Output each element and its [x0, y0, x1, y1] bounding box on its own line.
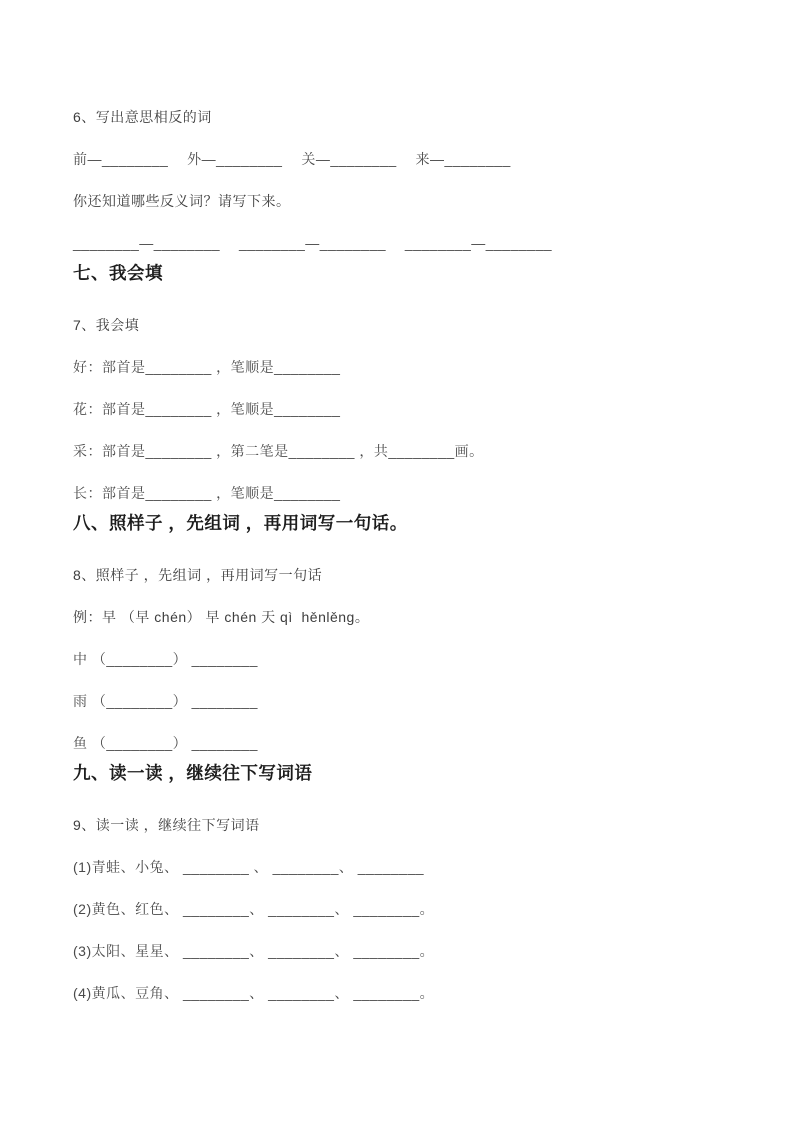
q6-title: 6、写出意思相反的词: [73, 109, 212, 125]
q8-line-zhong: 中 （________） ________: [73, 651, 258, 667]
q7-title: 7、我会填: [73, 317, 140, 333]
q6-extra-blanks: ________—________ ________—________ ________—________: [73, 235, 553, 251]
q9-item-1: (1)青蛙、小兔、 ________ 、 ________、 ________: [73, 859, 425, 875]
q7-line-chang: 长：部首是________ ，笔顺是________: [73, 485, 341, 501]
q9-item-4: (4)黄瓜、豆角、 ________、 ________、 ________。: [73, 985, 435, 1001]
section-8-heading: 八、照样子 ，先组词 ，再用词写一句话。: [73, 513, 408, 533]
q8-title: 8、照样子 ，先组词 ，再用词写一句话: [73, 567, 323, 583]
q6-extra-prompt: 你还知道哪些反义词？请写下来。: [73, 193, 291, 209]
section-7-heading: 七、我会填: [73, 263, 163, 283]
q7-line-hua: 花：部首是________ ，笔顺是________: [73, 401, 341, 417]
q8-example: 例：早 （早 chén） 早 chén 天 qì hěnlěng。: [73, 609, 370, 625]
section-9-heading: 九、读一读 ，继续往下写词语: [73, 763, 313, 783]
q7-line-cai: 采：部首是________ ，第二笔是________ ，共________画。: [73, 443, 484, 459]
q8-line-fish: 鱼 （________） ________: [73, 735, 258, 751]
q9-item-2: (2)黄色、红色、 ________、 ________、 ________。: [73, 901, 435, 917]
q7-line-hao: 好：部首是________ ，笔顺是________: [73, 359, 341, 375]
q6-antonym-blanks: 前—________ 外—________ 关—________ 来—________: [73, 151, 511, 167]
q9-item-3: (3)太阳、星星、 ________、 ________、 ________。: [73, 943, 435, 959]
q9-title: 9、读一读 ，继续往下写词语: [73, 817, 260, 833]
q8-line-rain: 雨 （________） ________: [73, 693, 258, 709]
